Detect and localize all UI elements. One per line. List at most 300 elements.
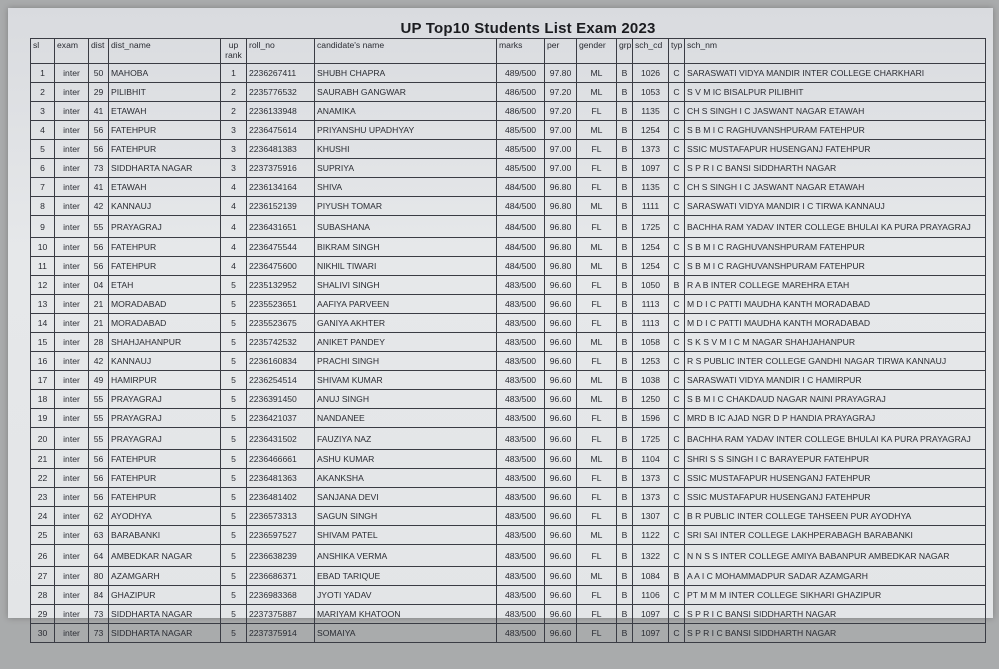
dist-name-cell: KANNAUJ [109, 352, 221, 371]
sl-cell: 11 [31, 257, 55, 276]
sl-cell: 22 [31, 469, 55, 488]
grp-cell: B [617, 178, 633, 197]
marks-cell: 483/500 [497, 314, 545, 333]
sl-cell: 15 [31, 333, 55, 352]
gender-cell: ML [577, 121, 617, 140]
sl-cell: 23 [31, 488, 55, 507]
up-rank-cell: 5 [221, 469, 247, 488]
up-rank-cell: 3 [221, 140, 247, 159]
marks-cell: 484/500 [497, 178, 545, 197]
sch-nm-cell: CH S SINGH I C JASWANT NAGAR ETAWAH [685, 102, 986, 121]
dist-cell: 42 [89, 352, 109, 371]
table-row [31, 545, 986, 567]
sch-cd-cell: 1373 [633, 488, 669, 507]
per-cell: 97.20 [545, 83, 577, 102]
grp-cell: B [617, 526, 633, 545]
dist-name-cell: FATEHPUR [109, 488, 221, 507]
exam-cell: inter [55, 450, 89, 469]
per-cell: 96.60 [545, 586, 577, 605]
grp-cell: B [617, 314, 633, 333]
marks-cell: 483/500 [497, 390, 545, 409]
dist-cell: 63 [89, 526, 109, 545]
sch-cd-cell: 1122 [633, 526, 669, 545]
dist-cell: 56 [89, 257, 109, 276]
grp-cell: B [617, 488, 633, 507]
col-header: sch_nm [685, 39, 986, 64]
table-row [31, 197, 986, 216]
up-rank-cell: 2 [221, 83, 247, 102]
printed-sheet [8, 8, 993, 638]
dist-cell: 29 [89, 83, 109, 102]
sch-cd-cell: 1084 [633, 567, 669, 586]
dist-name-cell: PRAYAGRAJ [109, 390, 221, 409]
roll-no-cell: 2236431502 [247, 428, 315, 450]
sch-nm-cell: S V M IC BISALPUR PILIBHIT [685, 83, 986, 102]
typ-cell: C [669, 624, 685, 643]
sl-cell: 3 [31, 102, 55, 121]
marks-cell: 483/500 [497, 371, 545, 390]
typ-cell: C [669, 295, 685, 314]
dist-name-cell: ETAWAH [109, 178, 221, 197]
grp-cell: B [617, 102, 633, 121]
sch-cd-cell: 1307 [633, 507, 669, 526]
sch-cd-cell: 1097 [633, 624, 669, 643]
sl-cell: 17 [31, 371, 55, 390]
sl-cell: 25 [31, 526, 55, 545]
exam-cell: inter [55, 64, 89, 83]
typ-cell: B [669, 276, 685, 295]
up-rank-cell: 5 [221, 507, 247, 526]
grp-cell: B [617, 586, 633, 605]
exam-cell: inter [55, 121, 89, 140]
candidate-name-cell: SOMAIYA [315, 624, 497, 643]
dist-name-cell: MAHOBA [109, 64, 221, 83]
grp-cell: B [617, 333, 633, 352]
exam-cell: inter [55, 102, 89, 121]
typ-cell: C [669, 178, 685, 197]
grp-cell: B [617, 295, 633, 314]
dist-cell: 28 [89, 333, 109, 352]
gender-cell: ML [577, 333, 617, 352]
col-header: typ [669, 39, 685, 64]
grp-cell: B [617, 257, 633, 276]
candidate-name-cell: SUBASHANA [315, 216, 497, 238]
table-row [31, 257, 986, 276]
table-row [31, 586, 986, 605]
per-cell: 97.00 [545, 121, 577, 140]
typ-cell: C [669, 83, 685, 102]
per-cell: 96.60 [545, 371, 577, 390]
dist-name-cell: SIDDHARTA NAGAR [109, 624, 221, 643]
per-cell: 96.60 [545, 545, 577, 567]
sl-cell: 7 [31, 178, 55, 197]
typ-cell: C [669, 371, 685, 390]
col-header: grp [617, 39, 633, 64]
table-row [31, 526, 986, 545]
candidate-name-cell: SUPRIYA [315, 159, 497, 178]
up-rank-cell: 4 [221, 178, 247, 197]
roll-no-cell: 2235742532 [247, 333, 315, 352]
typ-cell: C [669, 488, 685, 507]
col-header: exam [55, 39, 89, 64]
exam-cell: inter [55, 352, 89, 371]
col-header: per [545, 39, 577, 64]
dist-cell: 55 [89, 428, 109, 450]
per-cell: 96.60 [545, 333, 577, 352]
sch-nm-cell: SARASWATI VIDYA MANDIR I C TIRWA KANNAUJ [685, 197, 986, 216]
dist-cell: 64 [89, 545, 109, 567]
per-cell: 96.60 [545, 526, 577, 545]
up-rank-cell: 5 [221, 295, 247, 314]
gender-cell: FL [577, 102, 617, 121]
marks-cell: 484/500 [497, 197, 545, 216]
sl-cell: 1 [31, 64, 55, 83]
table-row [31, 314, 986, 333]
marks-cell: 483/500 [497, 507, 545, 526]
exam-cell: inter [55, 159, 89, 178]
roll-no-cell: 2236133948 [247, 102, 315, 121]
gender-cell: FL [577, 314, 617, 333]
grp-cell: B [617, 507, 633, 526]
gender-cell: FL [577, 605, 617, 624]
typ-cell: C [669, 469, 685, 488]
roll-no-cell: 2236267411 [247, 64, 315, 83]
candidate-name-cell: PIYUSH TOMAR [315, 197, 497, 216]
exam-cell: inter [55, 371, 89, 390]
gender-cell: FL [577, 545, 617, 567]
sch-nm-cell: M D I C PATTI MAUDHA KANTH MORADABAD [685, 314, 986, 333]
gender-cell: ML [577, 197, 617, 216]
roll-no-cell: 2236475614 [247, 121, 315, 140]
up-rank-cell: 4 [221, 197, 247, 216]
up-rank-cell: 5 [221, 314, 247, 333]
gender-cell: ML [577, 238, 617, 257]
roll-no-cell: 2236481363 [247, 469, 315, 488]
sch-cd-cell: 1113 [633, 295, 669, 314]
dist-cell: 56 [89, 238, 109, 257]
exam-cell: inter [55, 197, 89, 216]
roll-no-cell: 2236160834 [247, 352, 315, 371]
exam-cell: inter [55, 545, 89, 567]
roll-no-cell: 2235776532 [247, 83, 315, 102]
sch-nm-cell: A A I C MOHAMMADPUR SADAR AZAMGARH [685, 567, 986, 586]
gender-cell: ML [577, 83, 617, 102]
typ-cell: C [669, 526, 685, 545]
per-cell: 96.60 [545, 276, 577, 295]
marks-cell: 483/500 [497, 352, 545, 371]
typ-cell: C [669, 159, 685, 178]
sch-cd-cell: 1058 [633, 333, 669, 352]
per-cell: 96.60 [545, 605, 577, 624]
dist-name-cell: FATEHPUR [109, 257, 221, 276]
per-cell: 96.60 [545, 409, 577, 428]
table-row [31, 295, 986, 314]
roll-no-cell: 2236686371 [247, 567, 315, 586]
sl-cell: 24 [31, 507, 55, 526]
sl-cell: 21 [31, 450, 55, 469]
candidate-name-cell: ANAMIKA [315, 102, 497, 121]
typ-cell: C [669, 64, 685, 83]
candidate-name-cell: SHALIVI SINGH [315, 276, 497, 295]
roll-no-cell: 2236391450 [247, 390, 315, 409]
dist-cell: 41 [89, 102, 109, 121]
sch-nm-cell: S K S V M I C M NAGAR SHAHJAHANPUR [685, 333, 986, 352]
dist-cell: 55 [89, 409, 109, 428]
sch-nm-cell: S P R I C BANSI SIDDHARTH NAGAR [685, 605, 986, 624]
typ-cell: C [669, 545, 685, 567]
up-rank-cell: 3 [221, 159, 247, 178]
marks-cell: 483/500 [497, 586, 545, 605]
exam-cell: inter [55, 216, 89, 238]
grp-cell: B [617, 371, 633, 390]
grp-cell: B [617, 64, 633, 83]
per-cell: 96.80 [545, 257, 577, 276]
marks-cell: 483/500 [497, 276, 545, 295]
sch-cd-cell: 1250 [633, 390, 669, 409]
grp-cell: B [617, 567, 633, 586]
up-rank-cell: 5 [221, 586, 247, 605]
table-row [31, 507, 986, 526]
typ-cell: C [669, 409, 685, 428]
up-rank-cell: 5 [221, 390, 247, 409]
roll-no-cell: 2237375916 [247, 159, 315, 178]
up-rank-cell: 5 [221, 276, 247, 295]
marks-cell: 486/500 [497, 83, 545, 102]
sch-nm-cell: BACHHA RAM YADAV INTER COLLEGE BHULAI KA PURA PRAYAGRAJ [685, 216, 986, 238]
sch-cd-cell: 1113 [633, 314, 669, 333]
per-cell: 96.60 [545, 428, 577, 450]
candidate-name-cell: SHUBH CHAPRA [315, 64, 497, 83]
header-row [31, 39, 986, 64]
marks-cell: 483/500 [497, 545, 545, 567]
sch-cd-cell: 1135 [633, 102, 669, 121]
marks-cell: 483/500 [497, 605, 545, 624]
sl-cell: 30 [31, 624, 55, 643]
sl-cell: 2 [31, 83, 55, 102]
dist-cell: 50 [89, 64, 109, 83]
per-cell: 96.80 [545, 216, 577, 238]
gender-cell: FL [577, 428, 617, 450]
dist-cell: 49 [89, 371, 109, 390]
sch-nm-cell: SSIC MUSTAFAPUR HUSENGANJ FATEHPUR [685, 140, 986, 159]
dist-name-cell: PRAYAGRAJ [109, 216, 221, 238]
per-cell: 96.60 [545, 314, 577, 333]
sch-cd-cell: 1135 [633, 178, 669, 197]
marks-cell: 485/500 [497, 159, 545, 178]
sch-nm-cell: M D I C PATTI MAUDHA KANTH MORADABAD [685, 295, 986, 314]
dist-name-cell: FATEHPUR [109, 121, 221, 140]
candidate-name-cell: PRACHI SINGH [315, 352, 497, 371]
candidate-name-cell: SHIVAM KUMAR [315, 371, 497, 390]
per-cell: 96.80 [545, 197, 577, 216]
typ-cell: C [669, 102, 685, 121]
sch-cd-cell: 1104 [633, 450, 669, 469]
sl-cell: 27 [31, 567, 55, 586]
typ-cell: C [669, 333, 685, 352]
roll-no-cell: 2237375887 [247, 605, 315, 624]
gender-cell: FL [577, 586, 617, 605]
exam-cell: inter [55, 390, 89, 409]
grp-cell: B [617, 390, 633, 409]
sch-nm-cell: SSIC MUSTAFAPUR HUSENGANJ FATEHPUR [685, 469, 986, 488]
dist-cell: 56 [89, 469, 109, 488]
col-header: dist [89, 39, 109, 64]
table-row [31, 624, 986, 643]
exam-cell: inter [55, 295, 89, 314]
up-rank-cell: 4 [221, 216, 247, 238]
sch-nm-cell: SSIC MUSTAFAPUR HUSENGANJ FATEHPUR [685, 488, 986, 507]
col-header: sch_cd [633, 39, 669, 64]
sl-cell: 18 [31, 390, 55, 409]
candidate-name-cell: MARIYAM KHATOON [315, 605, 497, 624]
exam-cell: inter [55, 469, 89, 488]
roll-no-cell: 2236983368 [247, 586, 315, 605]
gender-cell: FL [577, 409, 617, 428]
up-rank-cell: 5 [221, 624, 247, 643]
grp-cell: B [617, 140, 633, 159]
sch-nm-cell: B R PUBLIC INTER COLLEGE TAHSEEN PUR AYODHYA [685, 507, 986, 526]
sch-cd-cell: 1253 [633, 352, 669, 371]
dist-name-cell: AMBEDKAR NAGAR [109, 545, 221, 567]
grp-cell: B [617, 545, 633, 567]
dist-cell: 56 [89, 450, 109, 469]
page-title: UP Top10 Students List Exam 2023 [400, 20, 656, 37]
exam-cell: inter [55, 238, 89, 257]
dist-cell: 04 [89, 276, 109, 295]
marks-cell: 484/500 [497, 257, 545, 276]
dist-name-cell: SHAHJAHANPUR [109, 333, 221, 352]
per-cell: 96.80 [545, 178, 577, 197]
marks-cell: 483/500 [497, 295, 545, 314]
dist-cell: 84 [89, 586, 109, 605]
sch-nm-cell: R A B INTER COLLEGE MAREHRA ETAH [685, 276, 986, 295]
table-row [31, 428, 986, 450]
exam-cell: inter [55, 586, 89, 605]
sch-cd-cell: 1111 [633, 197, 669, 216]
candidate-name-cell: AKANKSHA [315, 469, 497, 488]
dist-name-cell: KANNAUJ [109, 197, 221, 216]
exam-cell: inter [55, 624, 89, 643]
sl-cell: 29 [31, 605, 55, 624]
sl-cell: 6 [31, 159, 55, 178]
sl-cell: 28 [31, 586, 55, 605]
roll-no-cell: 2236431651 [247, 216, 315, 238]
roll-no-cell: 2236638239 [247, 545, 315, 567]
table-body [31, 64, 986, 643]
typ-cell: C [669, 140, 685, 159]
marks-cell: 483/500 [497, 567, 545, 586]
per-cell: 96.60 [545, 507, 577, 526]
marks-cell: 483/500 [497, 428, 545, 450]
candidate-name-cell: SHIVA [315, 178, 497, 197]
gender-cell: FL [577, 295, 617, 314]
gender-cell: FL [577, 488, 617, 507]
sl-cell: 9 [31, 216, 55, 238]
roll-no-cell: 2236475600 [247, 257, 315, 276]
table-row [31, 605, 986, 624]
dist-name-cell: SIDDHARTA NAGAR [109, 605, 221, 624]
up-rank-cell: 5 [221, 605, 247, 624]
dist-cell: 80 [89, 567, 109, 586]
exam-cell: inter [55, 526, 89, 545]
gender-cell: FL [577, 216, 617, 238]
dist-name-cell: AZAMGARH [109, 567, 221, 586]
table-row [31, 178, 986, 197]
marks-cell: 483/500 [497, 333, 545, 352]
dist-cell: 41 [89, 178, 109, 197]
sch-nm-cell: SHRI S S SINGH I C BARAYEPUR FATEHPUR [685, 450, 986, 469]
dist-name-cell: FATEHPUR [109, 238, 221, 257]
roll-no-cell: 2236475544 [247, 238, 315, 257]
per-cell: 96.60 [545, 567, 577, 586]
dist-cell: 62 [89, 507, 109, 526]
candidate-name-cell: AAFIYA PARVEEN [315, 295, 497, 314]
table-row [31, 140, 986, 159]
table-row [31, 102, 986, 121]
sch-cd-cell: 1097 [633, 159, 669, 178]
per-cell: 96.60 [545, 352, 577, 371]
per-cell: 96.60 [545, 488, 577, 507]
per-cell: 97.00 [545, 140, 577, 159]
candidate-name-cell: ASHU KUMAR [315, 450, 497, 469]
exam-cell: inter [55, 276, 89, 295]
candidate-name-cell: ANIKET PANDEY [315, 333, 497, 352]
exam-cell: inter [55, 140, 89, 159]
per-cell: 96.60 [545, 469, 577, 488]
col-header: roll_no [247, 39, 315, 64]
candidate-name-cell: JYOTI YADAV [315, 586, 497, 605]
typ-cell: C [669, 428, 685, 450]
roll-no-cell: 2236152139 [247, 197, 315, 216]
exam-cell: inter [55, 567, 89, 586]
table-row [31, 216, 986, 238]
candidate-name-cell: PRIYANSHU UPADHYAY [315, 121, 497, 140]
sch-nm-cell: CH S SINGH I C JASWANT NAGAR ETAWAH [685, 178, 986, 197]
exam-cell: inter [55, 333, 89, 352]
col-header: dist_name [109, 39, 221, 64]
marks-cell: 489/500 [497, 64, 545, 83]
up-rank-cell: 5 [221, 352, 247, 371]
roll-no-cell: 2235523675 [247, 314, 315, 333]
up-rank-cell: 4 [221, 238, 247, 257]
gender-cell: FL [577, 159, 617, 178]
sch-nm-cell: SARASWATI VIDYA MANDIR INTER COLLEGE CHARKHARI [685, 64, 986, 83]
sch-cd-cell: 1038 [633, 371, 669, 390]
dist-cell: 73 [89, 605, 109, 624]
grp-cell: B [617, 238, 633, 257]
roll-no-cell: 2236134164 [247, 178, 315, 197]
sch-cd-cell: 1725 [633, 216, 669, 238]
typ-cell: C [669, 352, 685, 371]
table-row [31, 450, 986, 469]
sch-nm-cell: S P R I C BANSI SIDDHARTH NAGAR [685, 624, 986, 643]
col-header: candidate's name [315, 39, 497, 64]
grp-cell: B [617, 83, 633, 102]
exam-cell: inter [55, 605, 89, 624]
up-rank-cell: 5 [221, 526, 247, 545]
sch-cd-cell: 1322 [633, 545, 669, 567]
grp-cell: B [617, 121, 633, 140]
typ-cell: C [669, 314, 685, 333]
gender-cell: ML [577, 257, 617, 276]
sch-cd-cell: 1254 [633, 121, 669, 140]
per-cell: 97.00 [545, 159, 577, 178]
sch-cd-cell: 1254 [633, 238, 669, 257]
gender-cell: ML [577, 390, 617, 409]
dist-cell: 56 [89, 488, 109, 507]
dist-name-cell: BARABANKI [109, 526, 221, 545]
up-rank-cell: 5 [221, 428, 247, 450]
